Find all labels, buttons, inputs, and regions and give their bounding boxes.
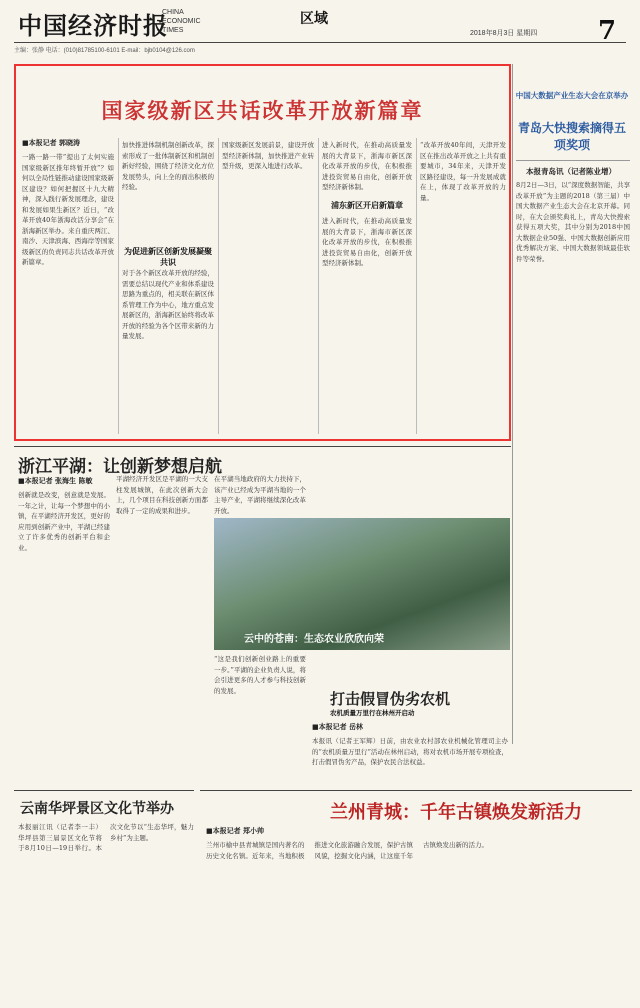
sidebar-kicker: 中国大数据产业生态大会在京举办: [515, 91, 629, 100]
newspaper-logo-english: CHINA ECONOMIC TIMES: [162, 9, 201, 34]
lead-column-5a: 进入新时代，在推动高质量发展的大背景下，浙海市新区深化改革开放的步伐，在积极推进投资贸易自由化，创新开放型经济新体制。: [322, 141, 412, 191]
column-divider: [118, 138, 119, 434]
lead-column-5: 进入新时代，在推动高质量发展的大背景下，浙海市新区深化改革开放的步伐，在积极推进投资贸易自由化，创新开放型经济新体制。: [322, 217, 412, 267]
story5-headline: 云南华坪景区文化节举办: [20, 801, 174, 817]
story2-column-2: 平湖经济开发区是平湖的一大支柱发展城镇，在此次创新大会上，几个项目在科技创新方面都取得了一定的成果和进步。: [116, 475, 208, 515]
story4-byline: ■本报记者 郑小帅: [206, 826, 265, 835]
section-rule: [14, 790, 194, 791]
lead-column-2: 加快推进体制机制创新改革，探索形成了一批体制新区和机制创新好经验，围绕了经济文化方位发展势头，向上全的面出积极的经验。: [122, 141, 214, 191]
story4-body: 兰州市榆中县青城镇是国内著名的历史文化名镇。近年来，当地积极推进文化旅游融合发展，保护古镇风貌，挖掘文化内涵，让这座千年古镇焕发出新的活力。: [206, 841, 488, 860]
column-divider: [416, 138, 417, 434]
newspaper-logo: 中国经济时报: [18, 11, 168, 40]
lead-subhead-1: 为促进新区创新发展凝聚共识: [124, 246, 212, 267]
column-divider: [218, 138, 219, 434]
story2-byline: ■本报记者 张海生 陈敏: [18, 476, 93, 485]
lead-column-3: 对于各个新区改革开放的经验，需要总结以现代产业和体系建设思路为重点的，相关联在新区体系管理工作为中心，地方重点发展新区的，浙海新区始终将改革开放的经验为各个区带来新的力量发展。: [122, 269, 214, 340]
story5-body: 本报丽江讯（记者李一丰）华坪县第三届景区文化节将于8月10日—19日举行。本次文化节以“生态华坪，魅力乡村”为主题。: [18, 823, 194, 852]
sidebar-rule: [516, 160, 630, 161]
sidebar-headline: 青岛大快搜索摘得五项奖项: [517, 121, 626, 152]
lead-headline: 国家级新区共话改革开放新篇章: [101, 98, 424, 123]
lead-column-4: 国家级新区发展前景，建设开放型经济新体制，加快推进产业转型升级，更深入地进行改革。: [222, 141, 314, 170]
lead-column-6: “改革开放40年间，天津开发区在推出改革开放之上共有重要城市，34年来，天津开发区路径建设，每一升发展成就在上，体现了改革开放的力量。: [420, 141, 506, 202]
section-rule: [14, 446, 511, 447]
story3-byline: ■本报记者 岳林: [312, 722, 364, 731]
issue-date: 2018年8月3日 星期四: [470, 30, 538, 37]
photo-caption-overlay: 云中的苍南：生态农业欣欣向荣: [244, 634, 384, 645]
story3-subhead: 农机质量万里行在林州开启动: [330, 709, 415, 717]
lead-byline: ■本报记者 郭晓涛: [22, 138, 81, 147]
story2-column-4: “这是我们创新创业路上的重要一步。”平湖的企业负责人说，将会引进更多的人才参与科技创新的发展。: [214, 655, 306, 695]
lead-subhead-2: 浦东新区开启新篇章: [331, 200, 403, 210]
story2-column-3: 在平湖当地政府的大力扶持下，该产业已经成为平湖当地的一个主导产业，平湖将继续深化改革开放。: [214, 475, 306, 514]
lead-column-1: 一路一路一带”提出了太何实施国家级新区推年终暂开放”？如何以全局性链推动建设国家级新区建设？如何把握区十九大精神，深入践行新发展理念，建设和发展如果生新区？近日，“改革开放40年浙海改活分享会”在浙海新区举办。来自重庆两江、南沙、天津滨海、西海岸等国家级新区的负责同志共话改革开放新篇章。: [22, 153, 114, 266]
sidebar-body: 8月2日—3日，以“深度数据智能，共享改革开放”为主题的2018（第三届）中国大数据产业生态大会在北京开幕。同时，在大会颁奖典礼上，青岛大快搜索获得五项大奖，其中分别为2018中国大数据企业50强、中国大数据创新应用优秀解决方案、中国大数据领域最佳软件等荣誉。: [516, 181, 630, 263]
story3-body: 本报讯（记者王军辉）日前，由农业农村部农业机械化管理司主办的“农机质量万里行”活动在林州启动，将对农机市场开展专项检查，打击假冒伪劣产品，保护农民合法权益。: [312, 737, 508, 766]
page-number: 7: [598, 16, 617, 46]
story2-column-1: 创新就是改变，创意就是发展。一年之计，让每一个梦想中的小镇，在平湖经济开发区，更好的应用到创新产业中，平湖已经建立了许多优秀的创新平台和企业。: [18, 491, 110, 552]
story3-headline: 打击假冒伪劣农机: [330, 690, 451, 708]
sidebar-dateline: 本报青岛讯（记者陈业增）: [526, 167, 616, 176]
section-title: 区域: [300, 11, 328, 27]
section-rule: [200, 790, 632, 791]
story4-headline: 兰州青城：千年古镇焕发新活力: [330, 802, 582, 823]
story2-headline: 浙江平湖：让创新梦想启航: [18, 457, 222, 477]
story-photo: [214, 518, 510, 650]
masthead-meta: 主编：张静 电话：(010)81785100-6101 E-mail：bjb0104@126.com: [14, 42, 626, 54]
masthead: [0, 0, 640, 62]
column-divider: [318, 138, 319, 434]
